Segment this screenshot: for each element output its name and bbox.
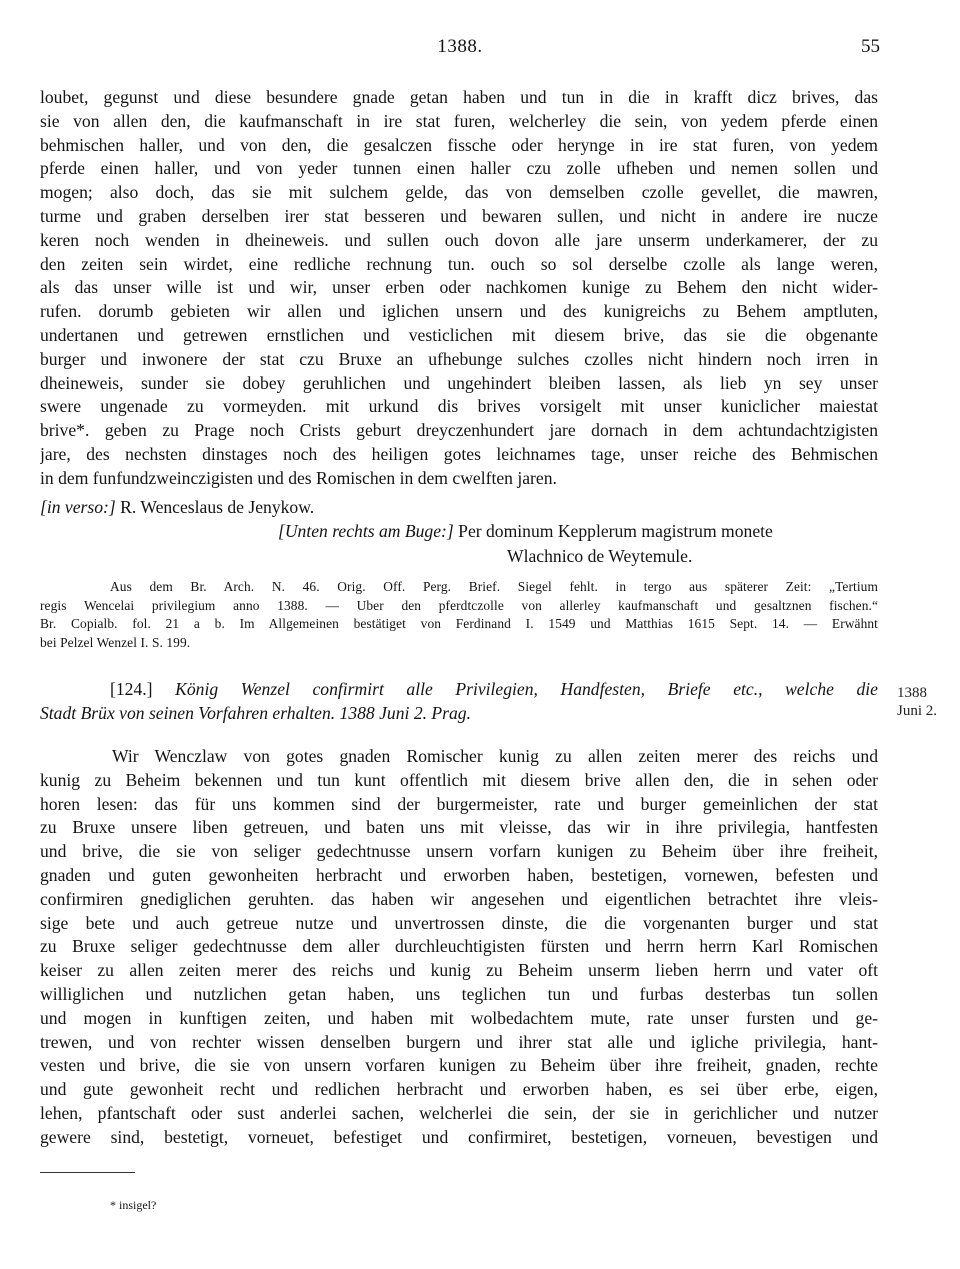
document-title-line-1: König Wenzel confirmirt alle Privilegien, Handfesten, Briefe etc., welche die bbox=[175, 679, 878, 699]
text-line: burger und inwonere der stat czu Bruxe an ufhebunge sulches czolles nicht hindern noch irren in bbox=[40, 348, 878, 369]
document-title-line-2: Stadt Brüx von seinen Vorfahren erhalten. 1388 Juni 2. Prag. bbox=[40, 702, 471, 723]
text-line: vesten und brive, die sie von unsern vorfaren kunigen zu Beheim über ihre freiheit, gnaden, rechte bbox=[40, 1055, 878, 1076]
note-line: Br. Copialb. fol. 21 a b. Im Allgemeinen bestätiget von Ferdinand I. 1549 und Matthias 1615 Sept. 14. — Erwähnt bbox=[40, 616, 878, 632]
note-line: regis Wencelai privilegium anno 1388. — Uber den pferdtczolle von allerley kaufmanschaft und gesaltznen fischen.“ bbox=[40, 597, 878, 613]
text-line: behmischen haller, und von den, die gesalczen fissche oder herynge in ire stat furen, von yedem bbox=[40, 134, 878, 155]
text-line: in dem funfundzweinczigisten und des Romischen in dem cwelften jaren. bbox=[40, 467, 557, 488]
text-line: lehen, pfantschaft oder sust anderlei sachen, welcherlei die sein, der sie in gerichlicher und nutzer bbox=[40, 1102, 878, 1123]
text-line: keiser zu allen zeiten merer des reichs und kunig zu Beheim unserm lieben herrn und vater oft bbox=[40, 960, 878, 981]
charter-124-paragraph bbox=[40, 745, 878, 1150]
text-line: Wir Wenczlaw von gotes gnaden Romischer kunig zu allen zeiten merer des reichs und bbox=[112, 746, 878, 766]
text-line: rufen. dorumb gebieten wir allen und iglichen unsern und des kunigreichs zu Behem amptluten, bbox=[40, 301, 878, 322]
archival-note bbox=[40, 578, 878, 652]
charter-continuation-paragraph bbox=[40, 86, 878, 491]
text-line: williglichen und nutzlichen getan haben, uns teglichen tun und furbas desterbas tun sollen bbox=[40, 983, 878, 1004]
buge-note-line2 bbox=[507, 545, 692, 569]
text-line: confirmiren gnediglichen geruhten. das haben wir angesehen und eigentlichen betrachtet ihre vleis- bbox=[40, 888, 878, 909]
margin-date bbox=[897, 684, 937, 720]
in-verso-label: [in verso:] bbox=[40, 497, 116, 517]
text-line: zu Bruxe unsere liben getreuen, und baten uns mit vleisse, das wir in ihre privilegia, hantfesten bbox=[40, 817, 878, 838]
text-line: kunig zu Beheim bekennen und tun kunt offentlich mit diesem brive allen den, die in sehen oder bbox=[40, 769, 878, 790]
text-line: sie von allen den, die kaufmanschaft in ire stat furen, welcherley die sein, von yedem pferde einen bbox=[40, 110, 878, 131]
text-line: gewere sind, bestetigt, vorneuet, befestiget und confirmiret, bestetigen, vorneuen, bevestigen und bbox=[40, 1126, 878, 1147]
buge-note-line1 bbox=[278, 520, 773, 544]
text-line: keren noch wenden in dheineweis. und sullen ouch dovon alle jare unserm underkamerer, der zu bbox=[40, 229, 878, 250]
in-verso-line bbox=[40, 496, 314, 520]
note-line: Aus dem Br. Arch. N. 46. Orig. Off. Perg. Brief. Siegel fehlt. in tergo aus späterer Zeit: „Tertium bbox=[110, 579, 878, 594]
text-line: und gute gewonheit recht und redlichen herbracht und erworben haben, es sei über erbe, eigen, bbox=[40, 1079, 878, 1100]
text-line: dheineweis, sunder sie dobey geruhlichen und ungehindert bleiben lassen, als lieb yn sey unser bbox=[40, 372, 878, 393]
text-line: als das unser wille ist und wir, unser erben oder nachkomen kunige zu Behem den nicht wider- bbox=[40, 277, 878, 298]
document-124-heading bbox=[40, 678, 878, 726]
text-line: den zeiten sein wirdet, eine redliche rechnung tun. ouch so sol derselbe czolle als lange weren, bbox=[40, 253, 878, 274]
heading-line-1 bbox=[40, 678, 878, 702]
text-line: gnaden und guten gewonheiten herbracht und erworben haben, bestetigen, vornewen, befesten und bbox=[40, 864, 878, 885]
text-line: trewen, und von rechter wissen denselben burgern und ihrer stat alle und igliche privilegia, hant- bbox=[40, 1031, 878, 1052]
text-line: horen lesen: das für uns kommen sind der burgermeister, rate und burger gemeinlichen der stat bbox=[40, 793, 878, 814]
footnote-divider bbox=[40, 1172, 135, 1173]
text-line: jare, des nechsten dinstages noch des heiligen gotes leichnames tage, unser reiche des Behmischen bbox=[40, 443, 878, 464]
text-line: pferde einen haller, und von yeder tunnen einen haller czu zolle ufheben und nemen sollen und bbox=[40, 158, 878, 179]
buge-label: [Unten rechts am Buge:] bbox=[278, 521, 454, 541]
document-number: [124.] bbox=[110, 679, 153, 699]
note-line: bei Pelzel Wenzel I. S. 199. bbox=[40, 634, 191, 650]
text-line: und brive, die sie von seliger gedechtnusse unsern vorfarn kunigen zu Beheim über ihre freiheit, bbox=[40, 841, 878, 862]
header-year: 1388. bbox=[437, 36, 483, 57]
in-verso-text: R. Wenceslaus de Jenykow. bbox=[120, 497, 315, 517]
margin-year: 1388 bbox=[897, 685, 927, 701]
margin-day: Juni 2. bbox=[897, 703, 938, 719]
text-line: turme und graben derselben irer stat besseren und bewaren sullen, und nicht in andere ire nucze bbox=[40, 205, 878, 226]
text-line: und mogen in kunftigen zeiten, und haben mit wolbedachtem mute, rate unser fursten und ge- bbox=[40, 1007, 878, 1028]
text-line: zu Bruxe seliger gedechtnusse dem aller durchleuchtigisten fürsten und herrn herrn Karl Romischen bbox=[40, 936, 878, 957]
text-line: mogen; also doch, das sie mit sulchem gelde, das von demselben czolle gevellet, die mawren, bbox=[40, 182, 878, 203]
text-line: brive*. geben zu Prage noch Crists geburt dreyczenhundert jare dornach in dem achtundachtzigisten bbox=[40, 420, 878, 441]
buge-text-line1: Per dominum Kepplerum magistrum monete bbox=[458, 521, 773, 541]
footnote: * insigel? bbox=[110, 1198, 157, 1212]
buge-text-line2: Wlachnico de Weytemule. bbox=[507, 546, 693, 566]
text-line: loubet, gegunst und diese besundere gnade getan haben und tun in die in krafft dicz brives, das bbox=[40, 87, 878, 107]
page-number: 55 bbox=[861, 36, 880, 57]
text-line: swere ungenade zu vormeyden. mit urkund dis brives vorsigelt mit unser kuniclicher maiestat bbox=[40, 396, 878, 417]
running-header bbox=[40, 36, 880, 60]
text-line: sige bete und auch getreue nutze und unvertrossen dinste, die die vorgenanten burger und stat bbox=[40, 912, 878, 933]
text-line: undertanen und getrewen ernstlichen und vesticlichen mit diesem brive, das sie die obgenante bbox=[40, 324, 878, 345]
